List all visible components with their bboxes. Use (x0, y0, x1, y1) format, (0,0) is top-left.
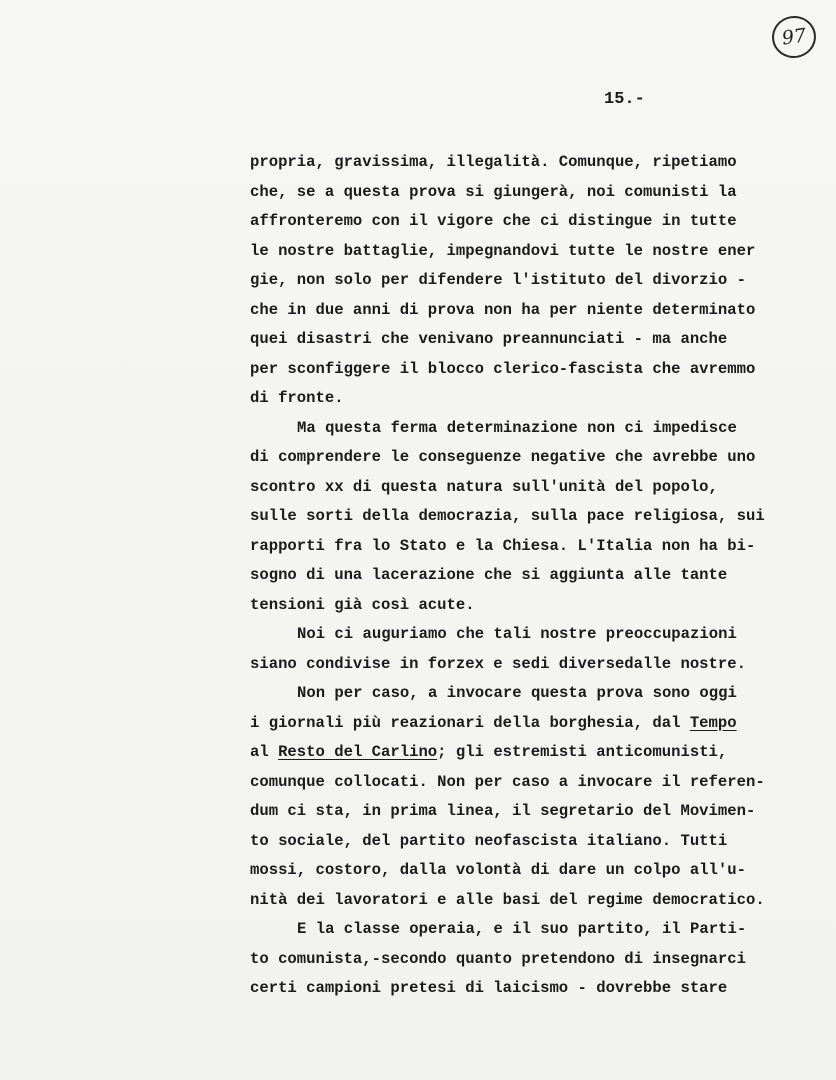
text-line (250, 679, 810, 709)
text-line (250, 709, 810, 739)
text-line (250, 266, 810, 296)
body-text (250, 148, 810, 1004)
underlined-title: Tempo (689, 713, 737, 732)
text-line (250, 620, 810, 650)
text-segment: i giornali più reazionari della borghesia, dal (250, 713, 690, 732)
text-segment: di fronte. (250, 389, 344, 407)
text-segment: quei disastri che venivano preannunciati - ma anche (250, 330, 728, 348)
text-segment: scontro xx di questa natura sull'unità del popolo, (250, 477, 718, 496)
text-line (250, 443, 810, 473)
text-line (250, 561, 810, 591)
text-line (250, 473, 810, 503)
folio-number: 97 (780, 24, 808, 50)
text-segment: per sconfiggere il blocco clerico-fascista che avremmo (250, 359, 756, 378)
text-line (250, 296, 810, 326)
text-segment: che in due anni di prova non ha per niente determinato (250, 300, 756, 319)
text-segment: siano condivise in forzex e sedi diversedalle nostre. (250, 654, 746, 673)
text-segment: sogno di una lacerazione che si aggiunta alle tante (250, 566, 728, 584)
text-line (250, 384, 810, 414)
text-segment: che, se a questa prova si giungerà, noi comunisti la (250, 182, 737, 201)
text-segment: di comprendere le conseguenze negative che avrebbe uno (250, 448, 756, 466)
text-segment: tensioni già così acute. (250, 595, 475, 614)
text-line (250, 414, 810, 444)
text-segment: al (250, 743, 279, 761)
text-segment: mossi, costoro, dalla volontà di dare un colpo all'u- (250, 861, 746, 879)
text-line (250, 945, 810, 975)
text-segment: sulle sorti della democrazia, sulla pace religiosa, sui (250, 507, 765, 525)
text-line (250, 237, 810, 267)
text-line (250, 148, 810, 178)
text-segment: rapporti fra lo Stato e la Chiesa. L'Italia non ha bi- (250, 536, 756, 555)
text-segment: nità dei lavoratori e alle basi del regime democratico. (250, 890, 765, 909)
text-segment: to comunista,-secondo quanto pretendono di insegnarci (250, 949, 746, 968)
text-line (250, 856, 810, 886)
text-line (250, 974, 810, 1004)
text-line (250, 502, 810, 532)
text-line (250, 355, 810, 385)
text-segment: affronteremo con il vigore che ci distingue in tutte (250, 212, 737, 230)
text-segment: Ma questa ferma determinazione non ci impedisce (297, 418, 737, 437)
text-line (250, 827, 810, 857)
text-segment: certi campioni pretesi di laicismo - dovrebbe stare (250, 979, 728, 997)
text-segment: dum ci sta, in prima linea, il segretario del Movimen- (250, 802, 756, 820)
text-line (250, 797, 810, 827)
text-line (250, 178, 810, 208)
text-line (250, 532, 810, 562)
text-line (250, 768, 810, 798)
text-segment: E la classe operaia, e il suo partito, il Parti- (297, 920, 747, 938)
text-line (250, 915, 810, 945)
text-segment: to sociale, del partito neofascista italiano. Tutti (250, 831, 728, 850)
text-line (250, 325, 810, 355)
page-number: 15.- (604, 90, 645, 109)
underlined-title: Resto del Carlino (278, 743, 438, 761)
text-line (250, 886, 810, 916)
text-line (250, 738, 810, 768)
text-segment: le nostre battaglie, impegnandovi tutte le nostre ener (250, 241, 756, 260)
text-line (250, 591, 810, 621)
text-segment: comunque collocati. Non per caso a invocare il referen- (250, 772, 765, 791)
text-segment: Noi ci auguriamo che tali nostre preoccupazioni (297, 625, 737, 643)
text-line (250, 207, 810, 237)
text-segment: gie, non solo per difendere l'istituto del divorzio - (250, 271, 746, 289)
folio-stamp (769, 13, 818, 61)
text-segment: propria, gravissima, illegalità. Comunque, ripetiamo (250, 153, 737, 171)
text-line (250, 650, 810, 680)
text-segment: Non per caso, a invocare questa prova sono oggi (297, 684, 737, 702)
text-segment: ; gli estremisti anticomunisti, (437, 743, 728, 761)
